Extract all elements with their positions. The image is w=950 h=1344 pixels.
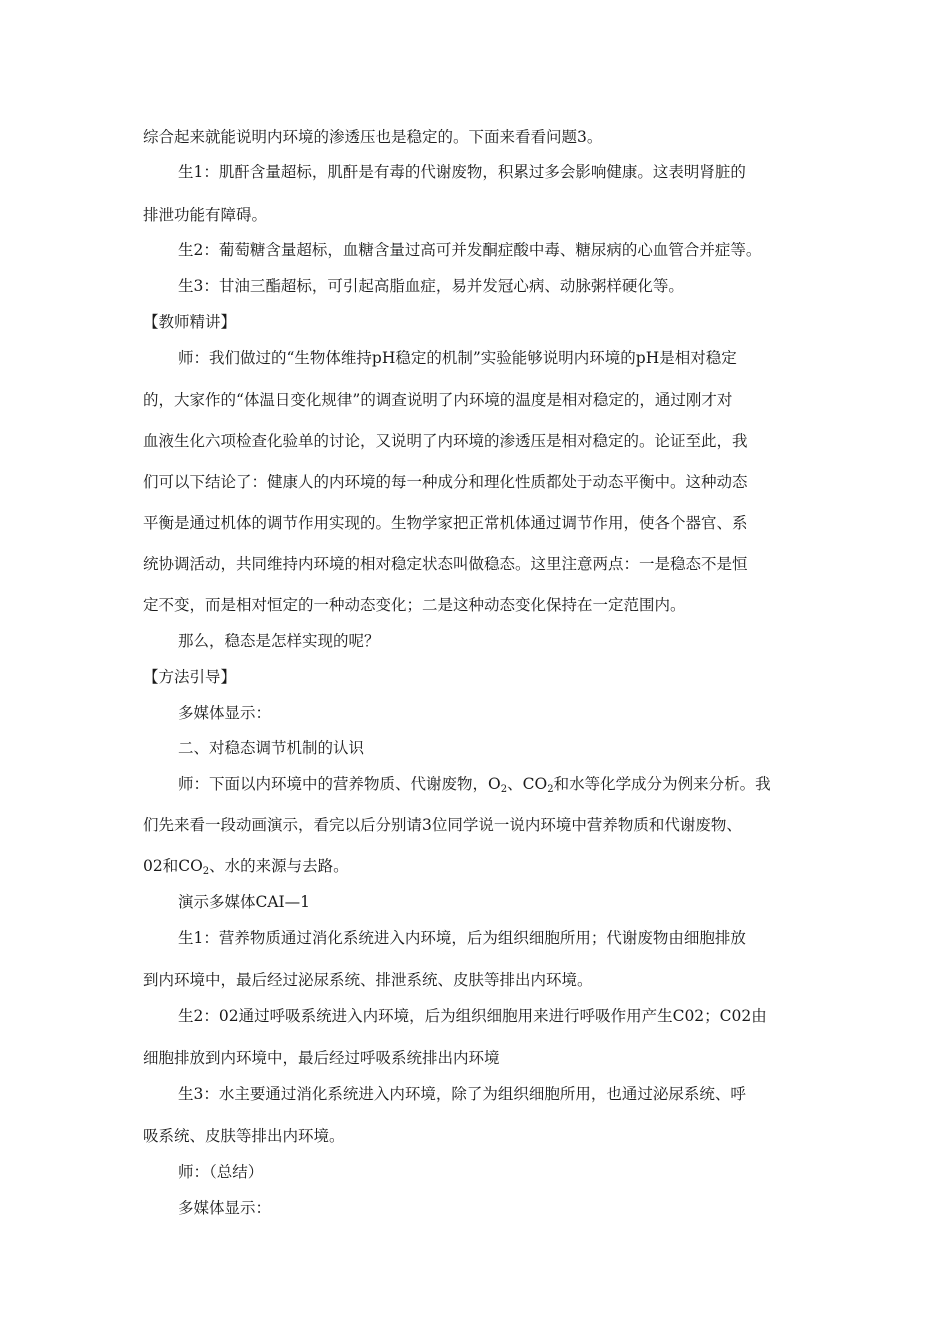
text-line: 排泄功能有障碍。 [143,206,268,224]
text-line: 师：（总结） [178,1163,264,1181]
text-line: 们先来看一段动画演示，看完以后分别请3位同学说一说内环境中营养物质和代谢废物、 [143,816,742,834]
text-line: 生1：肌酐含量超标，肌酐是有毒的代谢废物，积累过多会影响健康。这表明肾脏的 [178,163,746,181]
text-line: 平衡是通过机体的调节作用实现的。生物学家把正常机体通过调节作用，使各个器官、系 [143,514,748,532]
text-line: 到内环境中，最后经过泌尿系统、排泄系统、皮肤等排出内环境。 [143,971,593,989]
text-line: 师：下面以内环境中的营养物质、代谢废物，$O_2$、$CO_2$和水等化学成分为例来分析。我 [178,775,771,794]
section-heading: 【教师精讲】 [143,313,237,331]
text-line: 多媒体显示： [178,1199,272,1217]
text-line: 多媒体显示： [178,704,272,722]
text-line: 02和$CO_2$、水的来源与去路。 [143,857,349,876]
text-line: 生3：甘油三酯超标，可引起高脂血症，易并发冠心病、动脉粥样硬化等。 [178,277,684,295]
text-line: 细胞排放到内环境中，最后经过呼吸系统排出内环境 [143,1049,500,1067]
text-line: 生2：葡萄糖含量超标，血糖含量过高可并发酮症酸中毒、糖尿病的心血管合并症等。 [178,241,762,259]
text-line: 综合起来就能说明内环境的渗透压也是稳定的。下面来看看问题3。 [143,128,603,146]
text-line: 定不变，而是相对恒定的一种动态变化；二是这种动态变化保持在一定范围内。 [143,596,686,614]
text-line: 们可以下结论了：健康人的内环境的每一种成分和理化性质都处于动态平衡中。这种动态 [143,473,748,491]
text-line: 生3：水主要通过消化系统进入内环境，除了为组织细胞所用，也通过泌尿系统、呼 [178,1085,746,1103]
text-line: 那么，稳态是怎样实现的呢？ [178,632,380,650]
text-line: 的，大家作的“体温日变化规律”的调查说明了内环境的温度是相对稳定的，通过刚才对 [143,391,733,409]
section-heading: 【方法引导】 [143,668,237,686]
text-line: 二、对稳态调节机制的认识 [178,739,365,757]
text-line: 师：我们做过的“生物体维持pH稳定的机制”实验能够说明内环境的pH是相对稳定 [178,349,737,367]
text-line: 生2：02通过呼吸系统进入内环境，后为组织细胞用来进行呼吸作用产生C02；C02由 [178,1007,767,1025]
text-line: 血液生化六项检查化验单的讨论，又说明了内环境的渗透压是相对稳定的。论证至此，我 [143,432,748,450]
text-line: 吸系统、皮肤等排出内环境。 [143,1127,345,1145]
text-line: 演示多媒体CAI—1 [178,893,311,911]
text-line: 生1：营养物质通过消化系统进入内环境，后为组织细胞所用；代谢废物由细胞排放 [178,929,746,947]
text-line: 统协调活动，共同维持内环境的相对稳定状态叫做稳态。这里注意两点：一是稳态不是恒 [143,555,748,573]
